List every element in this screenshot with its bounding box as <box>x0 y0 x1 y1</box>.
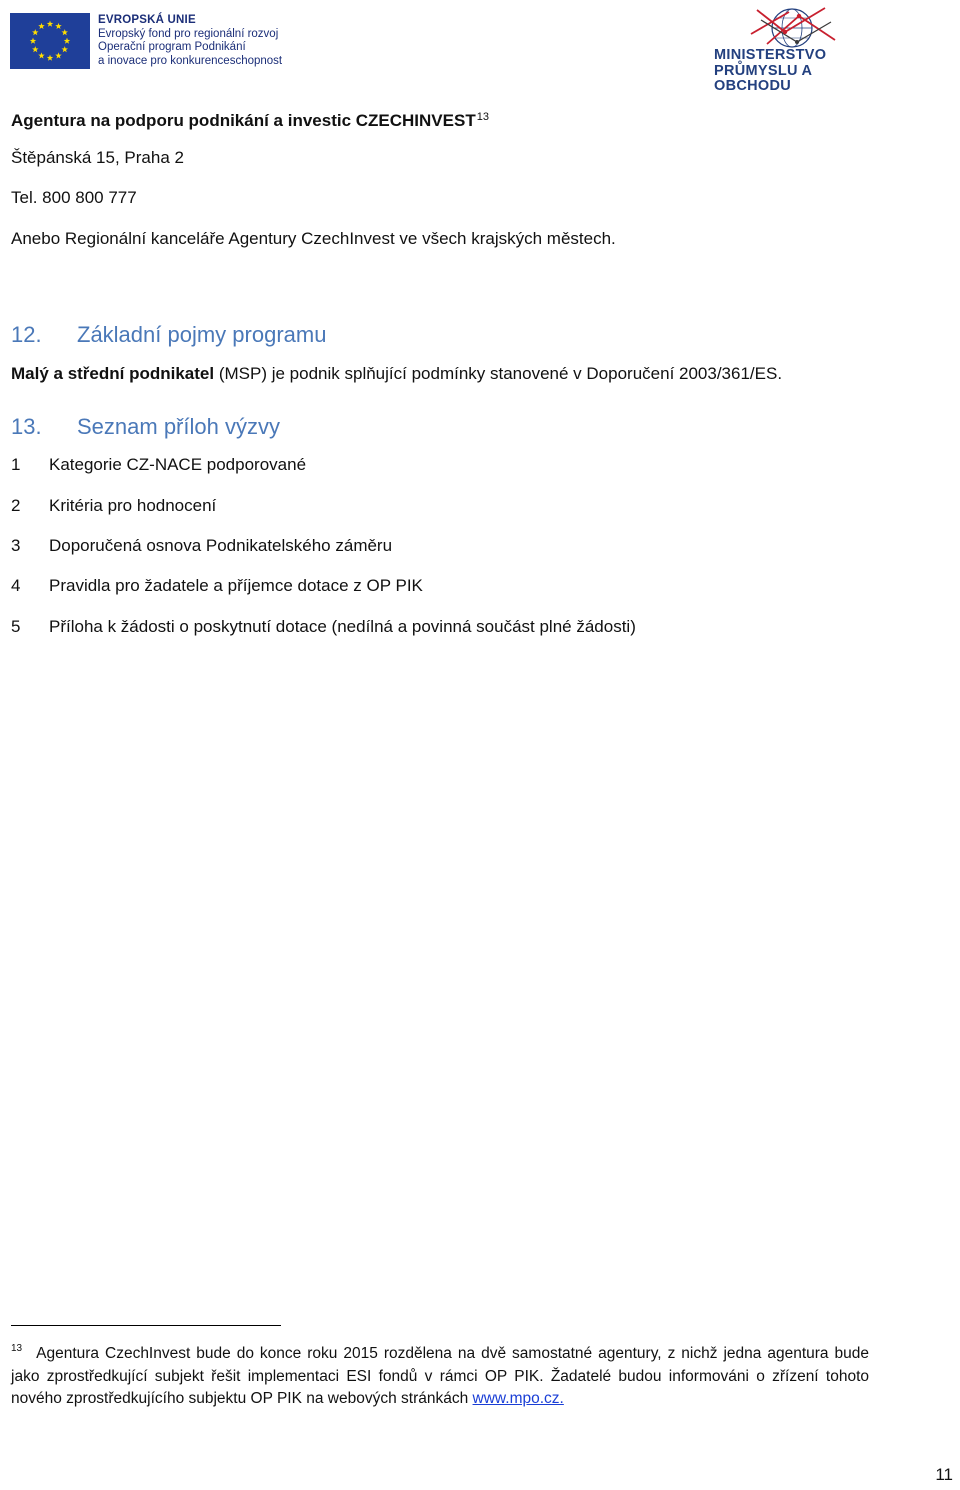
footnote-marker: 13 <box>11 1343 23 1354</box>
page-number: 11 <box>935 1465 953 1484</box>
section-13-title: Seznam příloh výzvy <box>77 414 280 439</box>
footnote-separator <box>11 1325 281 1326</box>
mpo-website-link[interactable]: www.mpo.cz. <box>472 1390 564 1407</box>
annex-item <box>11 536 392 556</box>
organization-name <box>11 107 489 131</box>
msp-definition <box>11 364 782 384</box>
footnote-reference[interactable]: 13 <box>476 111 489 123</box>
ministry-logo-line1: MINISTERSTVO <box>714 47 827 63</box>
eu-stars-icon <box>10 13 90 69</box>
eu-logo-line2: Evropský fond pro regionální rozvoj <box>98 27 279 40</box>
section-12-heading <box>11 322 326 348</box>
eu-flag-logo <box>10 13 90 69</box>
eu-logo-line1: EVROPSKÁ UNIE <box>98 14 196 26</box>
phone-number: Tel. 800 800 777 <box>11 188 137 207</box>
annex-number: 5 <box>11 617 21 636</box>
eu-logo-line3: Operační program Podnikání <box>98 41 246 54</box>
ministry-logo-line2: PRŮMYSLU A OBCHODU <box>714 62 812 94</box>
section-12-number: 12. <box>11 322 42 347</box>
section-13-number: 13. <box>11 414 42 439</box>
msp-definition-text: (MSP) je podnik splňující podmínky stanovené v Doporučení 2003/361/ES. <box>214 364 783 383</box>
ministry-logo-text <box>714 48 886 95</box>
eu-logo-text <box>98 14 282 68</box>
annex-number: 4 <box>11 576 21 595</box>
address: Štěpánská 15, Praha 2 <box>11 148 184 167</box>
annex-text: Příloha k žádosti o poskytnutí dotace (nedílná a povinná součást plné žádosti) <box>49 617 636 636</box>
annex-number: 1 <box>11 455 21 474</box>
section-12-title: Základní pojmy programu <box>77 322 327 347</box>
annex-item <box>11 576 423 596</box>
annex-text: Kritéria pro hodnocení <box>49 496 217 515</box>
annex-item <box>11 617 636 637</box>
organization-text: Agentura na podporu podnikání a investic CZECHINVEST <box>11 111 476 130</box>
regional-offices: Anebo Regionální kanceláře Agentury CzechInvest ve všech krajských městech. <box>11 229 616 248</box>
annex-number: 3 <box>11 536 21 555</box>
ministry-logo <box>706 4 886 94</box>
annex-text: Pravidla pro žadatele a příjemce dotace z OP PIK <box>49 576 423 595</box>
annex-item <box>11 455 306 475</box>
annex-text: Kategorie CZ-NACE podporované <box>49 455 307 474</box>
footnote-text: Agentura CzechInvest bude do konce roku 2015 rozdělena na dvě samostatné agentury, z nichž jedna agentura bude jako zprostředkující subjekt řešit implementaci ESI fondů v rámci OP PIK. Žadatelé budou informováni o zřízení tohoto nového zprostředkujícího subjektu OP PIK na webových stránkách <box>11 1345 869 1407</box>
msp-term: Malý a střední podnikatel <box>11 364 215 383</box>
section-13-heading <box>11 414 280 440</box>
annex-number: 2 <box>11 496 21 515</box>
footnote <box>11 1338 869 1411</box>
annex-text: Doporučená osnova Podnikatelského záměru <box>49 536 393 555</box>
eu-logo-line4: a inovace pro konkurenceschopnost <box>98 54 283 67</box>
annex-item <box>11 496 216 516</box>
globe-network-icon <box>737 4 847 48</box>
